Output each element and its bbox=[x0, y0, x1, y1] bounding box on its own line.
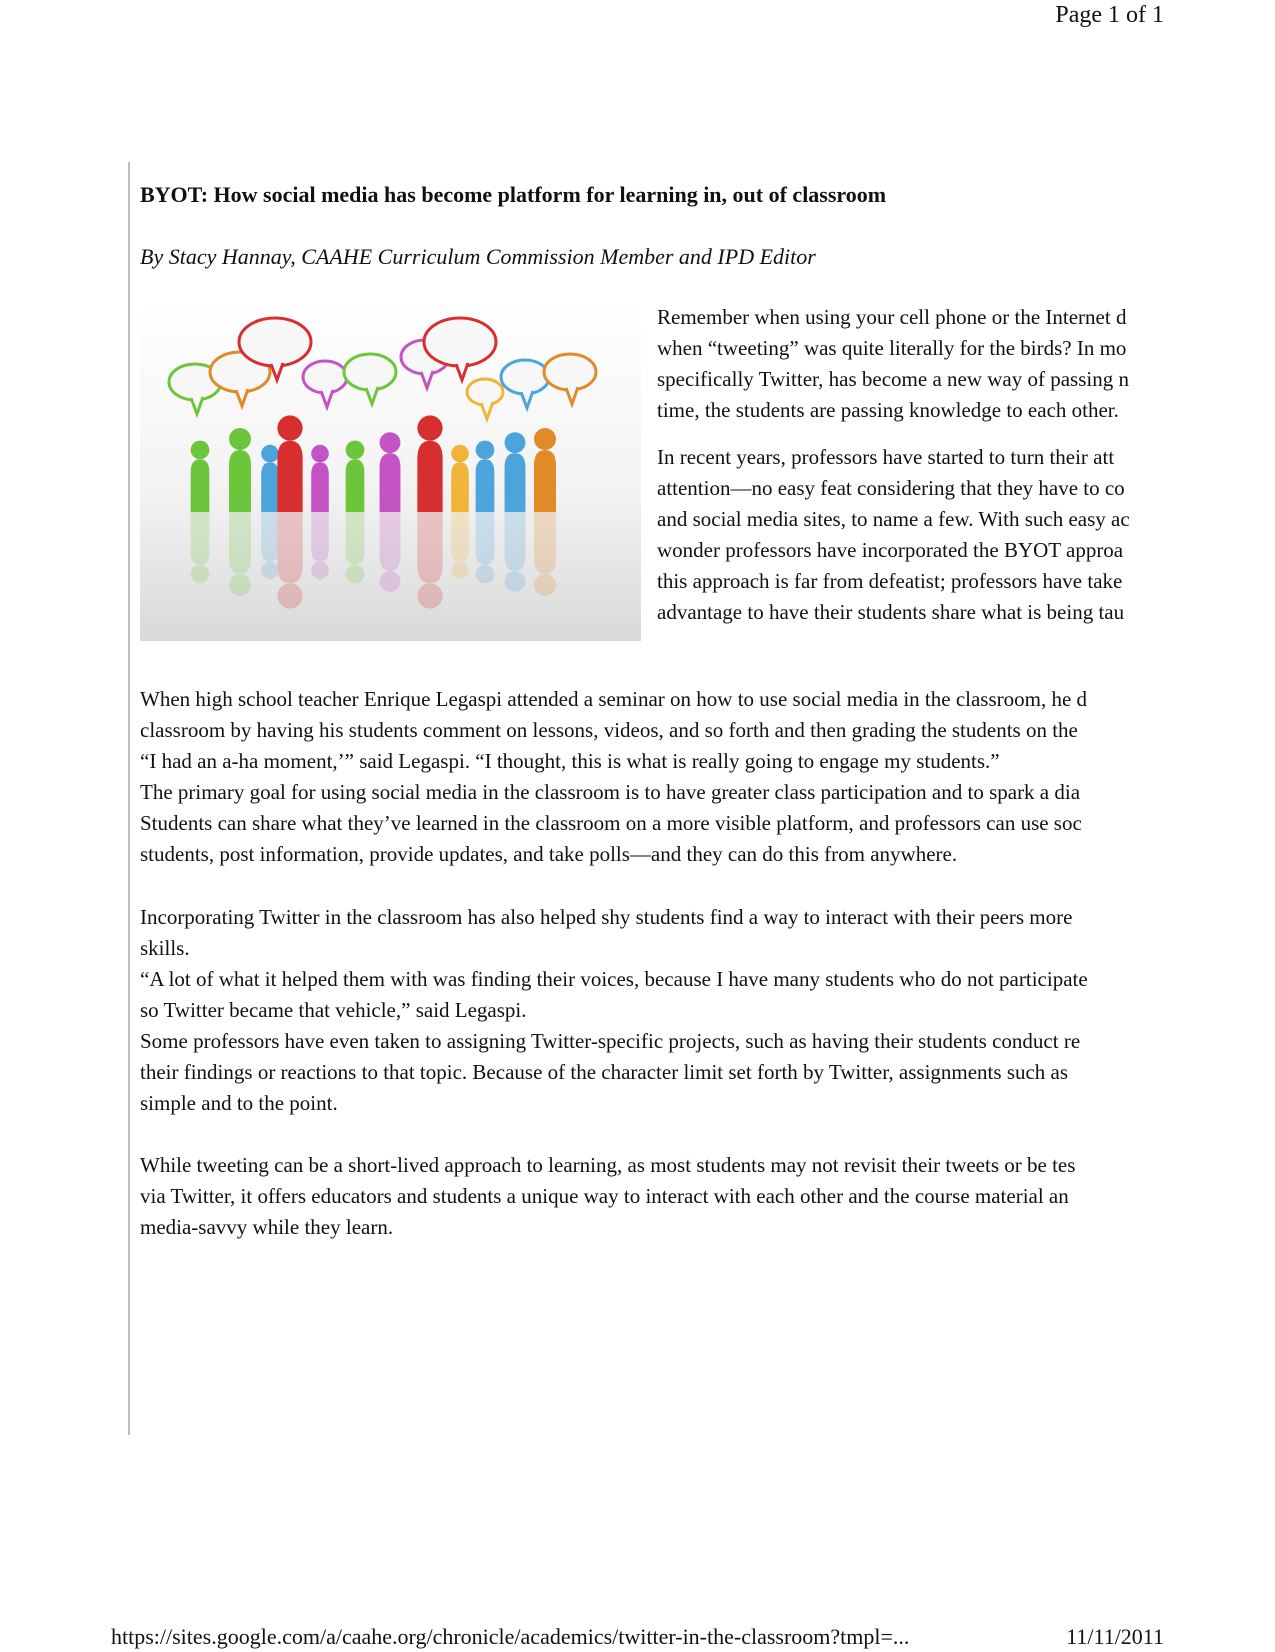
paragraph-line: media-savvy while they learn. bbox=[140, 1215, 394, 1239]
person-figure bbox=[229, 512, 251, 596]
person-figure bbox=[476, 512, 495, 583]
person-figure bbox=[191, 441, 210, 512]
paragraph-line: and social media sites, to name a few. With such easy ac bbox=[657, 507, 1130, 531]
paragraph-line: Some professors have even taken to assigning Twitter-specific projects, such as having their students conduct re bbox=[140, 1029, 1081, 1053]
person-figure bbox=[229, 428, 251, 512]
person-figure bbox=[261, 512, 279, 579]
page-number: Page 1 of 1 bbox=[1055, 2, 1164, 28]
paragraph-line: When high school teacher Enrique Legaspi attended a seminar on how to use social media in the classroom, he d bbox=[140, 687, 1088, 711]
paragraph-line: so Twitter became that vehicle,” said Legaspi. bbox=[140, 998, 527, 1022]
footer-date: 11/11/2011 bbox=[1066, 1624, 1164, 1649]
paragraph-line: specifically Twitter, has become a new way of passing n bbox=[657, 367, 1129, 391]
person-figure bbox=[476, 441, 495, 512]
paragraph-line: time, the students are passing knowledge to each other. bbox=[657, 398, 1119, 422]
person-figure bbox=[451, 512, 469, 579]
person-figure bbox=[380, 432, 401, 512]
paragraph-line: advantage to have their students share what is being tau bbox=[657, 600, 1125, 624]
paragraph-line: “I had an a-ha moment,’” said Legaspi. “I thought, this is what is really going to engage my students.” bbox=[140, 749, 1000, 773]
person-figure bbox=[451, 445, 469, 512]
paragraph-line: wonder professors have incorporated the BYOT approa bbox=[657, 538, 1124, 562]
article-title: BYOT: How social media has become platform for learning in, out of classroom bbox=[140, 182, 887, 207]
paragraph-line: when “tweeting” was quite literally for the birds? In mo bbox=[657, 336, 1127, 360]
paragraph-line: their findings or reactions to that topic. Because of the character limit set forth by Twitter, assignments such as bbox=[140, 1060, 1069, 1084]
article bbox=[140, 160, 1162, 1340]
person-figure bbox=[346, 512, 365, 583]
article-image bbox=[140, 302, 641, 641]
person-figure bbox=[311, 512, 329, 579]
person-figure bbox=[311, 445, 329, 512]
person-figure bbox=[346, 441, 365, 512]
paragraph-line: While tweeting can be a short-lived approach to learning, as most students may not revisit their tweets or be tes bbox=[140, 1153, 1076, 1177]
paragraph-line: classroom by having his students comment on lessons, videos, and so forth and then grading the students on the bbox=[140, 718, 1078, 742]
paragraph-line: via Twitter, it offers educators and students a unique way to interact with each other and the course material an bbox=[140, 1184, 1069, 1208]
paragraph-line: simple and to the point. bbox=[140, 1091, 338, 1115]
person-figure bbox=[261, 445, 279, 512]
left-border-rule bbox=[128, 162, 130, 1435]
person-figure bbox=[505, 432, 526, 512]
person-figure bbox=[505, 512, 526, 592]
paragraph-line: Students can share what they’ve learned in the classroom on a more visible platform, and professors can use soc bbox=[140, 811, 1082, 835]
paragraph-line: In recent years, professors have started to turn their att bbox=[657, 445, 1115, 469]
paragraph-line: students, post information, provide updates, and take polls—and they can do this from anywhere. bbox=[140, 842, 958, 866]
paragraph-line: this approach is far from defeatist; professors have take bbox=[657, 569, 1123, 593]
paragraph-line: The primary goal for using social media in the classroom is to have greater class participation and to spark a dia bbox=[140, 780, 1081, 804]
footer-url: https://sites.google.com/a/caahe.org/chronicle/academics/twitter-in-the-classroom?tmpl=... bbox=[111, 1624, 910, 1649]
paragraph-line: Incorporating Twitter in the classroom has also helped shy students find a way to interact with their peers more bbox=[140, 905, 1073, 929]
person-figure bbox=[191, 512, 210, 583]
person-figure bbox=[277, 512, 302, 609]
person-figure bbox=[277, 415, 302, 512]
person-figure bbox=[380, 512, 401, 592]
person-figure bbox=[534, 512, 556, 596]
paragraph-line: skills. bbox=[140, 936, 190, 960]
paragraph-line: “A lot of what it helped them with was finding their voices, because I have many students who do not participate bbox=[140, 967, 1088, 991]
social-media-illustration bbox=[140, 302, 641, 641]
person-figure bbox=[417, 512, 442, 609]
paragraph-line: attention—no easy feat considering that they have to co bbox=[657, 476, 1125, 500]
person-figure bbox=[534, 428, 556, 512]
article-byline: By Stacy Hannay, CAAHE Curriculum Commission Member and IPD Editor bbox=[140, 244, 816, 269]
paragraph-line: Remember when using your cell phone or the Internet d bbox=[657, 305, 1127, 329]
person-figure bbox=[417, 415, 442, 512]
